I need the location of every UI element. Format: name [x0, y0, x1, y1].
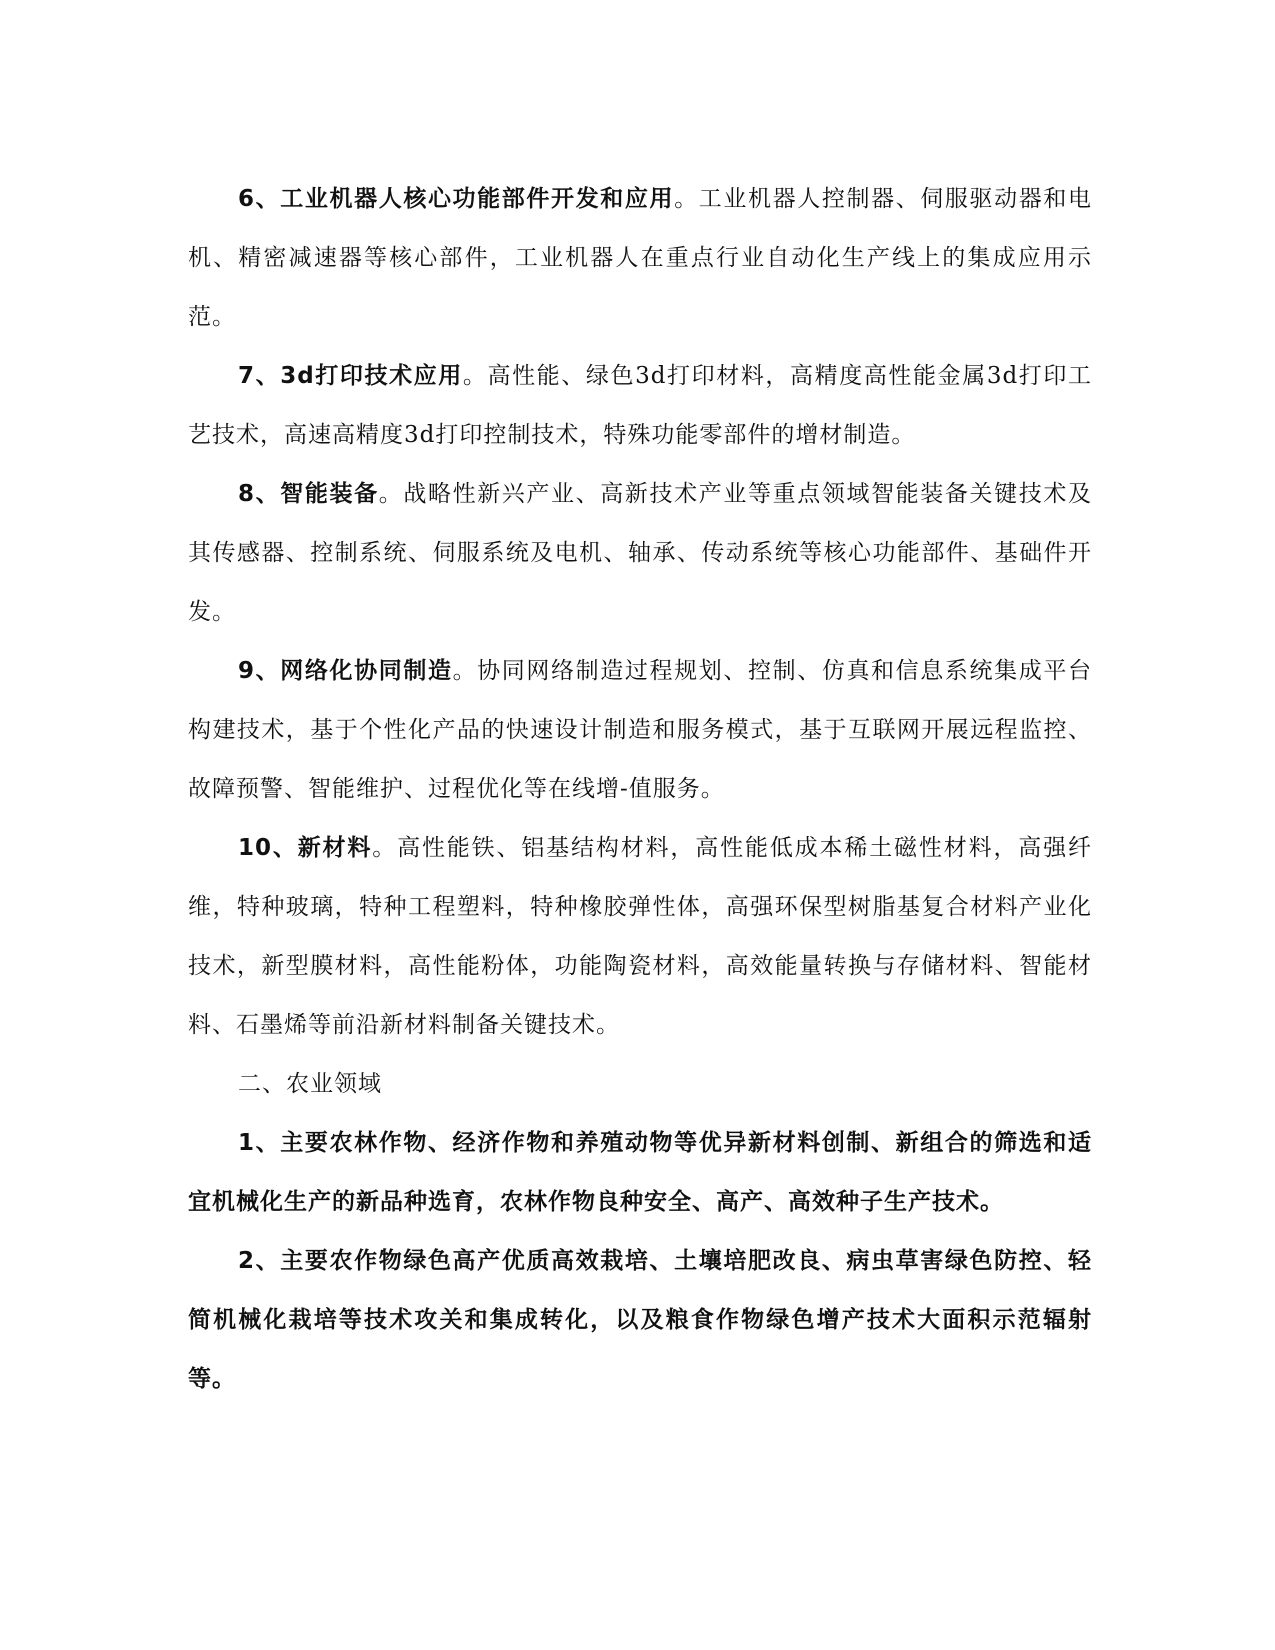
paragraph-text: 。工业机器人控制器、伺服驱动器和电机、精密减速器等核心部件，工业机器人在重点行业自动化生产线上的集成应用示范。 — [188, 186, 1092, 330]
paragraph-heading: 9、网络化协同制造 — [238, 658, 453, 684]
paragraph-agri-breeding: 1、主要农林作物、经济作物和养殖动物等优异新材料创制、新组合的筛选和适宜机械化生产的新品种选育，农林作物良种安全、高产、高效种子生产技术。 — [188, 1130, 1092, 1215]
paragraph-text: 。协同网络制造过程规划、控制、仿真和信息系统集成平台构建技术，基于个性化产品的快速设计制造和服务模式，基于互联网开展远程监控、故障预警、智能维护、过程优化等在线增-值服务。 — [188, 658, 1092, 802]
paragraph-networked-manufacturing — [188, 642, 1092, 819]
paragraph-industrial-robot — [188, 170, 1092, 347]
paragraph-heading: 10、新材料 — [238, 835, 373, 861]
paragraph-new-materials — [188, 819, 1092, 1055]
paragraph-text: 。高性能、绿色3d打印材料，高精度高性能金属3d打印工艺技术，高速高精度3d打印控制技术，特殊功能零部件的增材制造。 — [188, 363, 1092, 448]
paragraph-text: 。战略性新兴产业、高新技术产业等重点领域智能装备关键技术及其传感器、控制系统、伺服系统及电机、轴承、传动系统等核心功能部件、基础件开发。 — [188, 481, 1092, 625]
paragraph-heading: 7、3d打印技术应用 — [238, 363, 463, 389]
document-body — [188, 170, 1092, 1409]
paragraph-3d-printing — [188, 347, 1092, 465]
paragraph-heading: 8、智能装备 — [238, 481, 379, 507]
paragraph-agri-cultivation: 2、主要农作物绿色高产优质高效栽培、土壤培肥改良、病虫草害绿色防控、轻简机械化栽培等技术攻关和集成转化，以及粮食作物绿色增产技术大面积示范辐射等。 — [188, 1248, 1092, 1392]
paragraph-heading: 6、工业机器人核心功能部件开发和应用 — [238, 186, 675, 212]
paragraph-text: 。高性能铁、铝基结构材料，高性能低成本稀土磁性材料，高强纤维，特种玻璃，特种工程塑料，特种橡胶弹性体，高强环保型树脂基复合材料产业化技术，新型膜材料，高性能粉体，功能陶瓷材料，高效能量转换与存储材料、智能材料、石墨烯等前沿新材料制备关键技术。 — [188, 835, 1092, 1038]
paragraph-smart-equipment — [188, 465, 1092, 642]
section-title-agriculture: 二、农业领域 — [238, 1071, 382, 1097]
